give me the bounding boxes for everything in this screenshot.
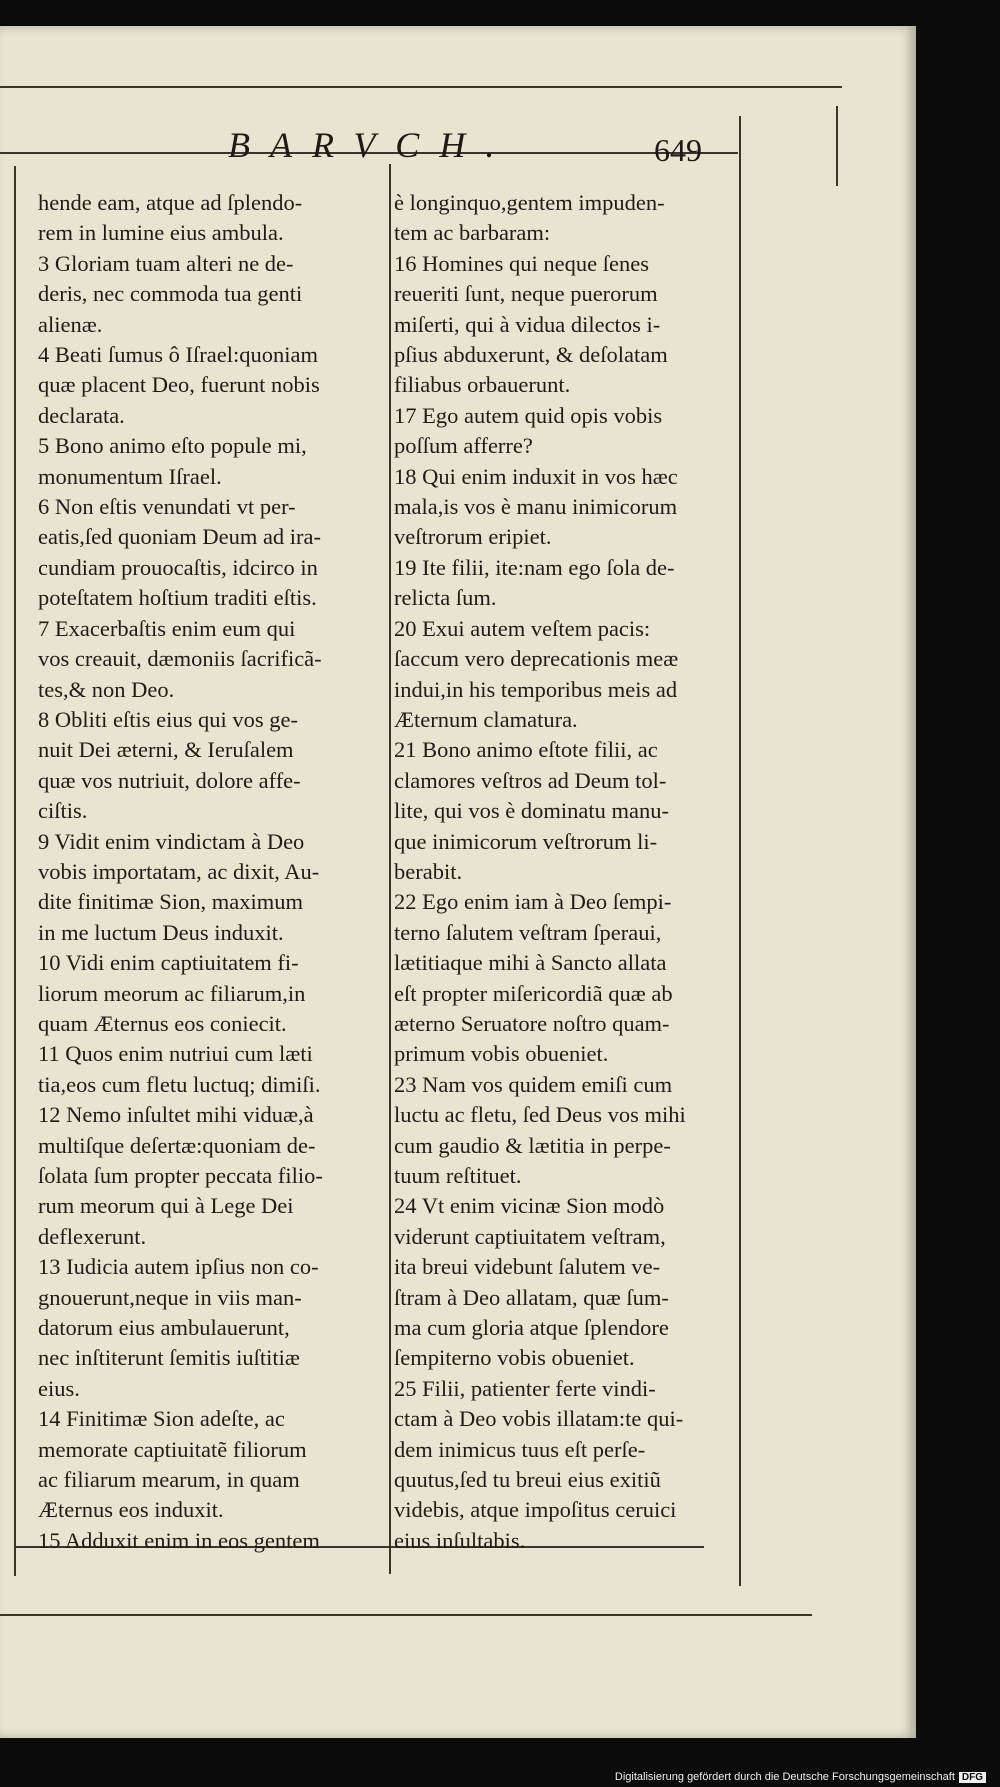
credit-text: Digitalisierung gefördert durch die Deutsche Forschungsgemeinschaft	[614, 1771, 955, 1783]
dfg-logo: DFG	[959, 1772, 986, 1783]
book-page	[0, 26, 916, 1738]
text-line: 8 Obliti eſtis eius qui vos ge-	[38, 706, 298, 732]
text-line: ma cum gloria atque ſplendore	[394, 1315, 669, 1341]
text-line: filiabus orbauerunt.	[394, 372, 571, 398]
left-margin-line	[14, 166, 16, 1576]
page-number: 649	[654, 132, 702, 168]
text-line: vobis importatam, ac dixit, Au-	[38, 858, 320, 884]
text-line: 11 Quos enim nutriui cum læti	[38, 1041, 313, 1067]
text-line: 15 Adduxit enim in eos gentem	[38, 1527, 320, 1553]
text-line: cum gaudio & lætitia in perpe-	[394, 1132, 671, 1158]
text-line: Æternus eos induxit.	[38, 1497, 224, 1523]
left-text-column	[38, 188, 368, 1556]
text-line: cundiam prouocaſtis, idcirco in	[38, 554, 318, 580]
text-line: 6 Non eſtis venundati vt per-	[38, 494, 296, 520]
text-line: ita breui videbunt ſalutem ve-	[394, 1254, 661, 1280]
text-line: videbis, atque impoſitus ceruici	[394, 1497, 677, 1523]
text-line: 21 Bono animo eſtote filii, ac	[394, 737, 658, 763]
text-line: primum vobis obueniet.	[394, 1041, 609, 1067]
text-line: lite, qui vos è dominatu manu-	[394, 798, 669, 824]
text-line: monumentum Iſrael.	[38, 463, 222, 489]
text-line: pſius abduxerunt, & deſolatam	[394, 342, 668, 368]
text-line: tes,& non Deo.	[38, 676, 175, 702]
bottom-rule	[0, 1614, 812, 1616]
text-line: 19 Ite filii, ite:nam ego ſola de-	[394, 554, 675, 580]
text-line: datorum eius ambulauerunt,	[38, 1315, 290, 1341]
text-line: 16 Homines qui neque ſenes	[394, 250, 649, 276]
text-line: nuit Dei æterni, & Ieruſalem	[38, 737, 294, 763]
text-line: Æternum clamatura.	[394, 706, 578, 732]
text-line: reueriti ſunt, neque puerorum	[394, 281, 658, 307]
text-line: miſerti, qui à vidua dilectos i-	[394, 311, 661, 337]
text-line: dem inimicus tuus eſt perſe-	[394, 1436, 646, 1462]
text-line: relicta ſum.	[394, 585, 497, 611]
text-line: 3 Gloriam tuam alteri ne de-	[38, 250, 294, 276]
text-line: ciſtis.	[38, 798, 88, 824]
text-line: quam Æternus eos coniecit.	[38, 1010, 287, 1036]
text-line: memorate captiuitatẽ filiorum	[38, 1436, 307, 1462]
text-line: poteſtatem hoſtium traditi eſtis.	[38, 585, 317, 611]
text-line: terno ſalutem veſtram ſperaui,	[394, 919, 662, 945]
text-line: tuum reſtituet.	[394, 1163, 522, 1188]
text-line: 20 Exui autem veſtem pacis:	[394, 615, 651, 641]
text-line: 24 Vt enim vicinæ Sion modò	[394, 1193, 665, 1219]
text-line: viderunt captiuitatem veſtram,	[394, 1223, 666, 1249]
text-line: que inimicorum veſtrorum li-	[394, 828, 658, 854]
text-line: 12 Nemo inſultet mihi viduæ,à	[38, 1102, 314, 1128]
running-head: BARVCH.	[228, 125, 515, 165]
text-line: 4 Beati ſumus ô Iſrael:quoniam	[38, 342, 318, 368]
text-line: luctu ac fletu, ſed Deus vos mihi	[394, 1102, 686, 1128]
text-line: berabit.	[394, 858, 463, 884]
text-line: 25 Filii, patienter ferte vindi-	[394, 1375, 656, 1401]
text-line: veſtrorum eripiet.	[394, 524, 552, 550]
right-margin-mark	[836, 106, 838, 186]
text-line: è longinquo,gentem impuden-	[394, 190, 665, 215]
text-line: ſolata ſum propter peccata filio-	[38, 1163, 323, 1188]
text-line: eatis,ſed quoniam Deum ad ira-	[38, 524, 322, 550]
text-line: clamores veſtros ad Deum tol-	[394, 767, 667, 793]
text-line: alienæ.	[38, 311, 103, 337]
text-line: rum meorum qui à Lege Dei	[38, 1193, 294, 1219]
text-line: vos creauit, dæmoniis ſacrificã-	[38, 646, 322, 672]
text-line: 13 Iudicia autem ipſius non co-	[38, 1254, 319, 1280]
text-line: multiſque deſertæ:quoniam de-	[38, 1132, 316, 1158]
text-line: 14 Finitimæ Sion adeſte, ac	[38, 1406, 285, 1432]
text-line: lætitiaque mihi à Sancto allata	[394, 950, 667, 976]
text-line: 9 Vidit enim vindictam à Deo	[38, 828, 305, 854]
text-line: deris, nec commoda tua genti	[38, 281, 303, 307]
text-line: ſaccum vero deprecationis meæ	[394, 646, 679, 672]
text-line: eſt propter miſericordiã quæ ab	[394, 980, 673, 1006]
text-line: quæ vos nutriuit, dolore affe-	[38, 767, 301, 793]
text-line: hende eam, atque ad ſplendo-	[38, 190, 303, 215]
text-line: 18 Qui enim induxit in vos hæc	[394, 463, 678, 489]
text-line: dite finitimæ Sion, maximum	[38, 889, 304, 915]
text-line: eius inſultabis.	[394, 1527, 526, 1553]
text-line: ac filiarum mearum, in quam	[38, 1467, 300, 1493]
text-line: eius.	[38, 1375, 80, 1401]
text-line: æterno Seruatore noſtro quam-	[394, 1010, 670, 1036]
column-divider	[389, 164, 391, 1574]
text-line: 23 Nam vos quidem emiſi cum	[394, 1071, 673, 1097]
text-line: mala,is vos è manu inimicorum	[394, 494, 678, 520]
text-line: deflexerunt.	[38, 1223, 147, 1249]
text-line: 7 Exacerbaſtis enim eum qui	[38, 615, 296, 641]
right-text-column	[394, 188, 724, 1556]
text-line: liorum meorum ac filiarum,in	[38, 980, 306, 1006]
right-frame-line	[739, 116, 741, 1586]
text-line: ſtram à Deo allatam, quæ ſum-	[394, 1284, 669, 1310]
text-line: ſempiterno vobis obueniet.	[394, 1345, 635, 1371]
text-line: 10 Vidi enim captiuitatem fi-	[38, 950, 299, 976]
text-line: tia,eos cum fletu luctuq; dimiſi.	[38, 1071, 321, 1097]
text-line: nec inſtiterunt ſemitis iuſtitiæ	[38, 1345, 300, 1371]
text-line: 5 Bono animo eſto popule mi,	[38, 433, 307, 459]
digitization-credit	[615, 1771, 986, 1783]
text-line: quutus,ſed tu breui eius exitiũ	[394, 1467, 661, 1493]
text-line: indui,in his temporibus meis ad	[394, 676, 678, 702]
text-line: rem in lumine eius ambula.	[38, 220, 284, 246]
text-line: poſſum afferre?	[394, 433, 533, 459]
top-rule	[0, 86, 842, 88]
text-line: declarata.	[38, 402, 125, 428]
text-line: 22 Ego enim iam à Deo ſempi-	[394, 889, 672, 915]
text-line: ctam à Deo vobis illatam:te qui-	[394, 1406, 684, 1432]
text-line: quæ placent Deo, fuerunt nobis	[38, 372, 320, 398]
text-line: tem ac barbaram:	[394, 220, 551, 246]
text-line: 17 Ego autem quid opis vobis	[394, 402, 663, 428]
text-line: gnouerunt,neque in viis man-	[38, 1284, 302, 1310]
text-line: in me luctum Deus induxit.	[38, 919, 284, 945]
